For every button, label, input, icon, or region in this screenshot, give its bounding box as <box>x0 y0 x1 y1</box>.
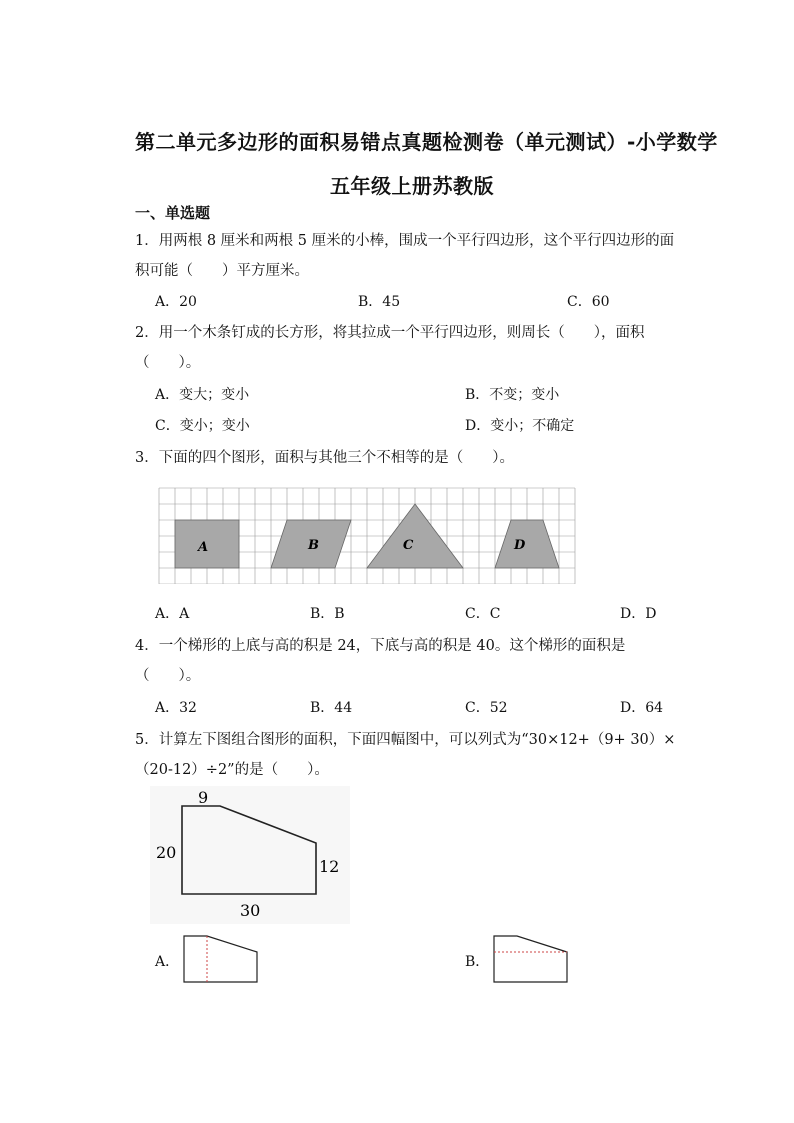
q5-option-a-figure[interactable] <box>182 932 262 984</box>
q1-option-a[interactable]: A．20 <box>155 294 197 310</box>
q4-text-line2: （ ）。 <box>135 668 201 684</box>
q3-text: 3．下面的四个图形，面积与其他三个不相等的是（ ）。 <box>135 450 514 466</box>
shape-b-label: B <box>308 538 319 553</box>
q1-text-line1: 1．用两根 8 厘米和两根 5 厘米的小棒，围成一个平行四边形，这个平行四边形的面 <box>135 233 675 249</box>
q3-option-d[interactable]: D．D <box>620 606 657 622</box>
q4-option-d[interactable]: D．64 <box>620 700 664 716</box>
q4-text-line1: 4．一个梯形的上底与高的积是 24，下底与高的积是 40。这个梯形的面积是 <box>135 638 626 654</box>
shape-c-label: C <box>403 538 414 553</box>
q2-text-line1: 2．用一个木条钉成的长方形，将其拉成一个平行四边形，则周长（ ），面积 <box>135 325 645 341</box>
q3-option-c[interactable]: C．C <box>465 606 501 622</box>
q5-option-a-label[interactable]: A． <box>155 954 180 970</box>
label-left: 20 <box>156 843 177 862</box>
q1-option-b[interactable]: B．45 <box>358 294 401 310</box>
page-title: 第二单元多边形的面积易错点真题检测卷（单元测试）-小学数学 <box>135 130 718 154</box>
q2-option-b[interactable]: B．不变；变小 <box>465 387 560 403</box>
q2-text-line2: （ ）。 <box>135 355 201 371</box>
q3-grid-figure <box>158 486 578 584</box>
label-top: 9 <box>198 788 209 807</box>
q5-composite-figure <box>150 786 350 924</box>
q3-option-a[interactable]: A．A <box>155 606 190 622</box>
q2-option-c[interactable]: C．变小；变小 <box>155 418 250 434</box>
q5-option-b-label[interactable]: B． <box>465 954 490 970</box>
q4-option-a[interactable]: A．32 <box>155 700 197 716</box>
shape-d-trapezoid <box>495 520 559 568</box>
shape-a-label: A <box>198 540 209 555</box>
q5-text-line2: （20-12）÷2”的是（ ）。 <box>135 762 329 778</box>
q5-option-b-figure[interactable] <box>492 932 572 984</box>
q1-text-line2: 积可能（ ）平方厘米。 <box>135 263 309 279</box>
q5-text-line1: 5．计算左下图组合图形的面积，下面四幅图中，可以列式为“30×12+（9+ 30）× <box>135 732 676 748</box>
label-bottom: 30 <box>240 901 261 920</box>
q2-option-d[interactable]: D．变小；不确定 <box>465 418 575 434</box>
section-heading: 一、单选题 <box>135 204 211 222</box>
q2-option-a[interactable]: A．变大；变小 <box>155 387 250 403</box>
q4-option-c[interactable]: C．52 <box>465 700 508 716</box>
q1-option-c[interactable]: C．60 <box>567 294 610 310</box>
shape-d-label: D <box>514 538 526 553</box>
label-right: 12 <box>319 857 340 876</box>
q3-option-b[interactable]: B．B <box>310 606 345 622</box>
page-subtitle: 五年级上册苏教版 <box>330 174 494 198</box>
q4-option-b[interactable]: B．44 <box>310 700 353 716</box>
